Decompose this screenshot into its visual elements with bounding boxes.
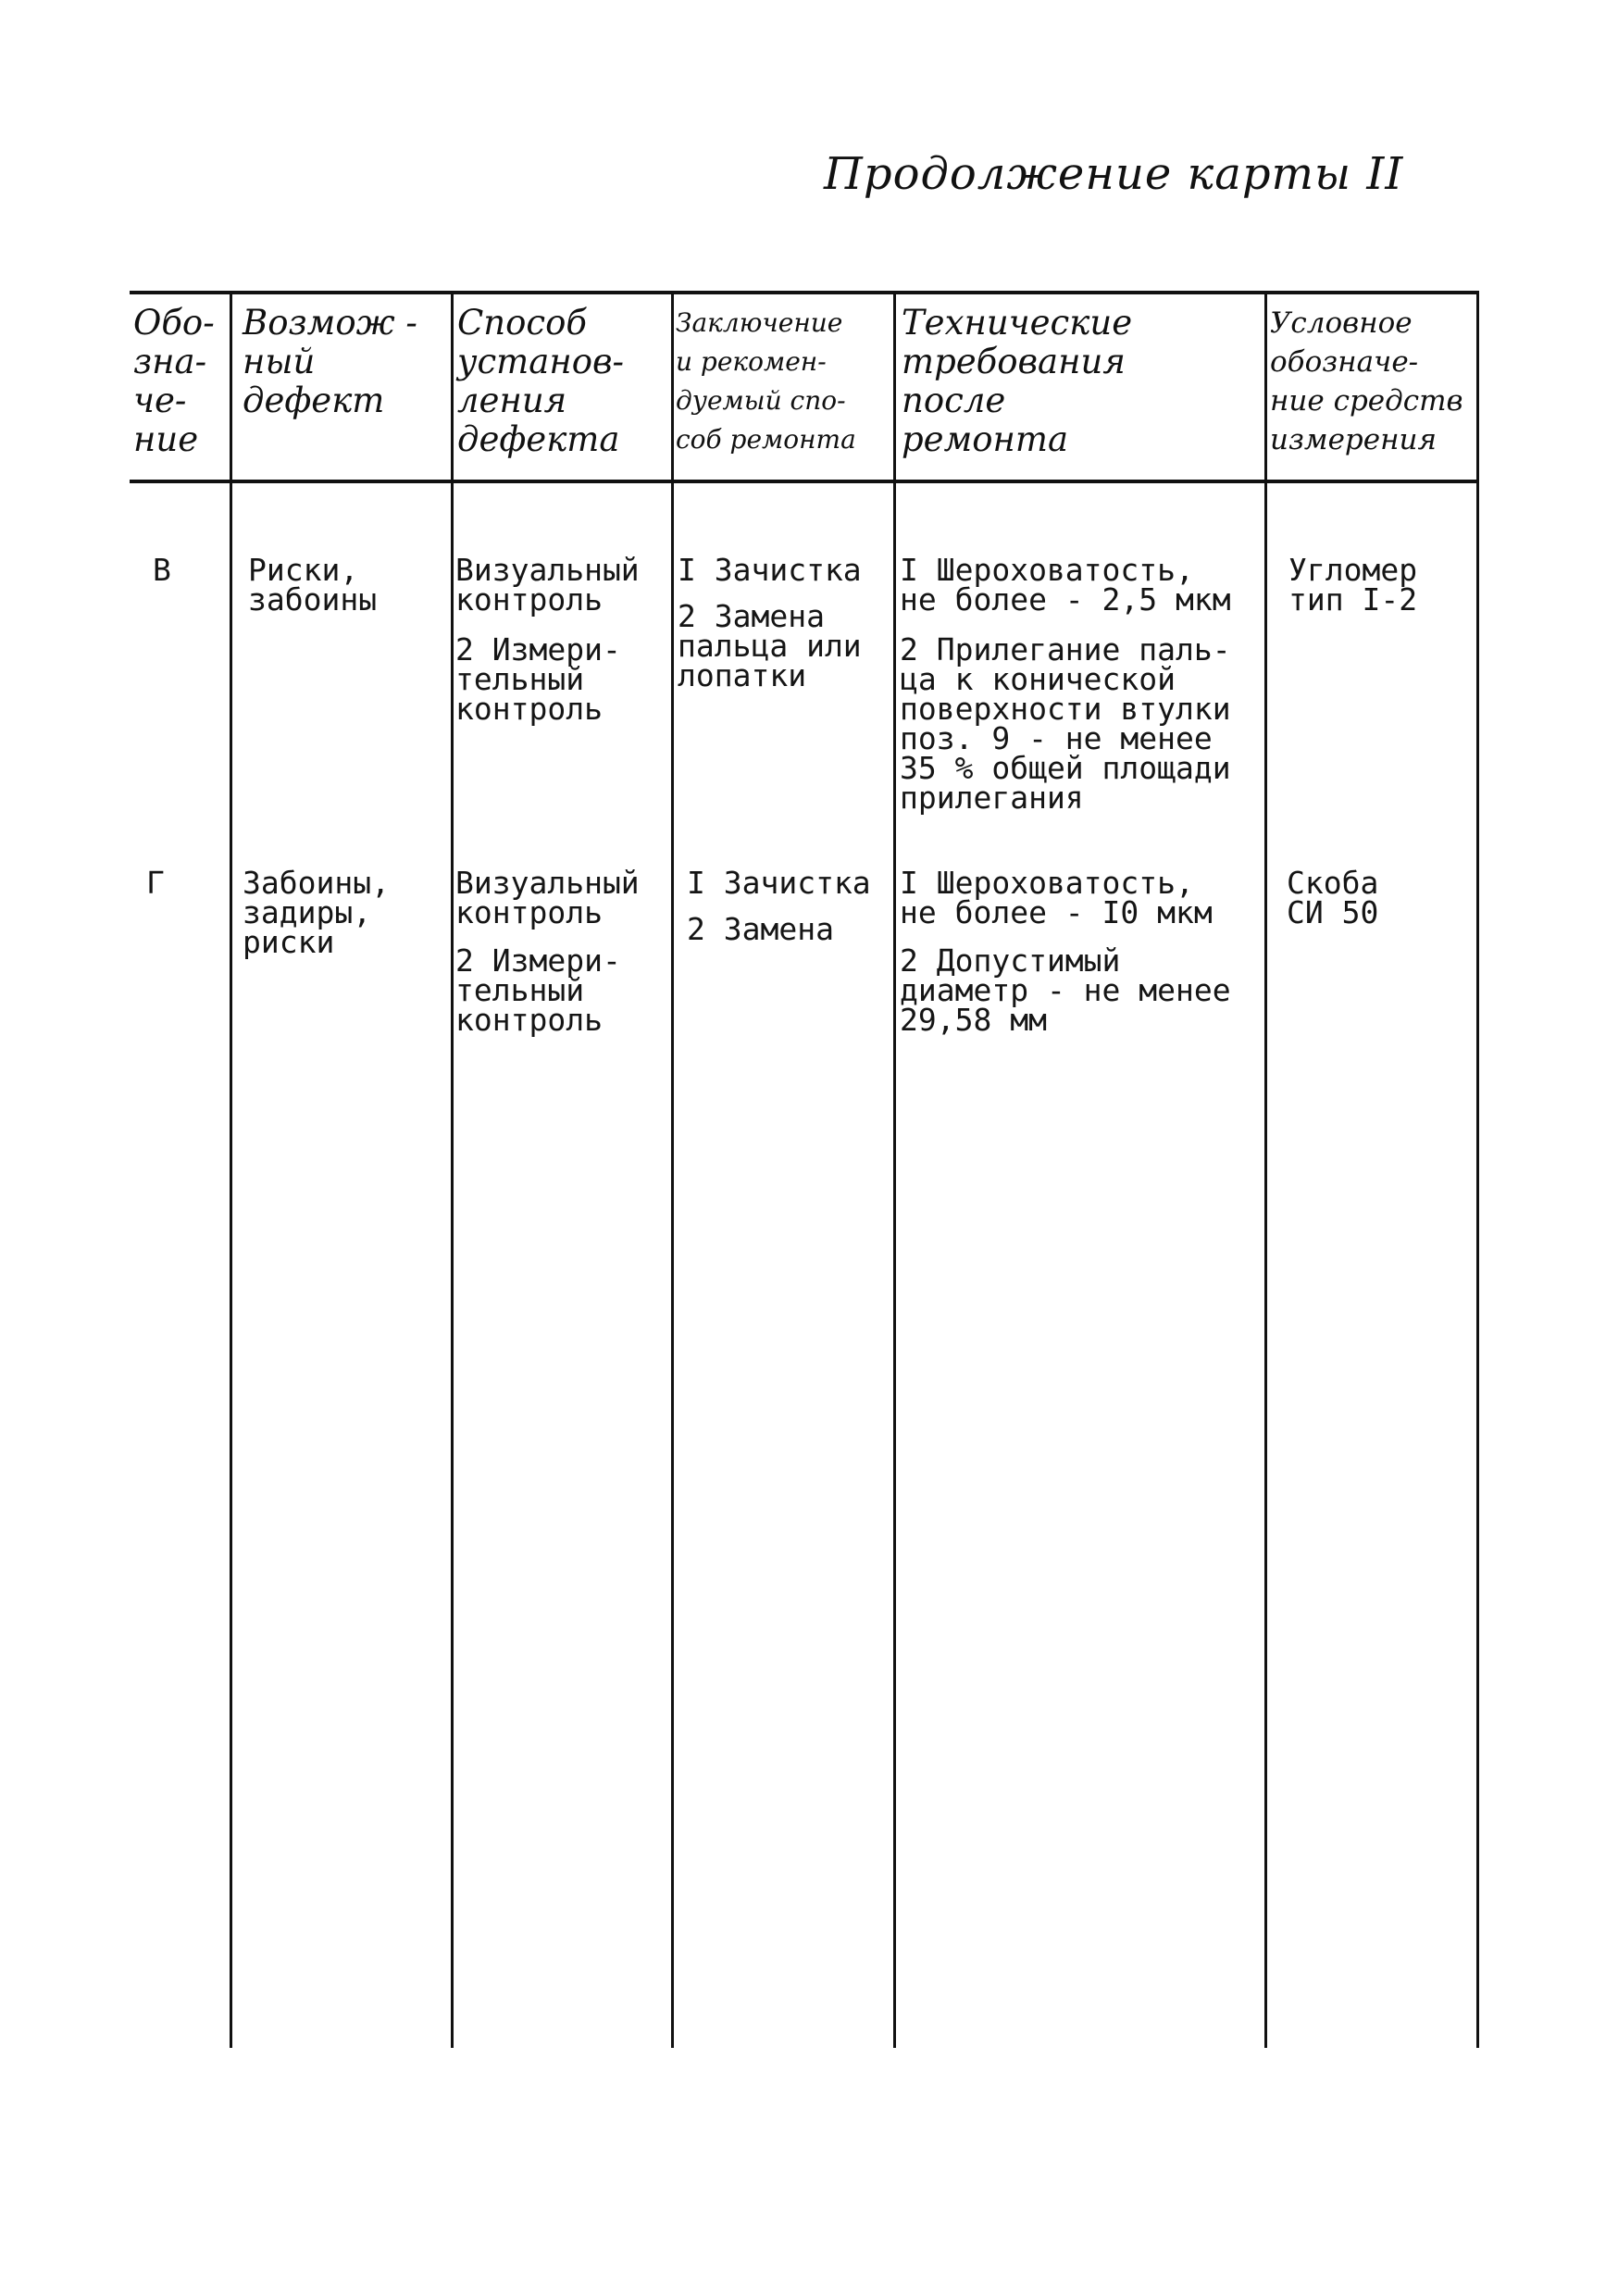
row-conclusion-step: I Зачистка xyxy=(678,552,862,588)
header-bottom-border xyxy=(130,480,1479,483)
header-defect: Возмож - ный дефект xyxy=(243,303,417,420)
row-defect: Забоины, задиры, риски xyxy=(243,865,390,960)
row-conclusion-step: 2 Замена xyxy=(687,911,834,947)
row-requirement: 2 Прилегание паль- ца к конической поверхности втулки поз. 9 - не менее 35 % общей площади прилегания xyxy=(900,631,1231,816)
header-requirements: Технические требования после ремонта xyxy=(902,303,1133,459)
header-instrument: Условное обозначе- ние средств измерения xyxy=(1270,306,1463,456)
column-divider-5 xyxy=(1264,293,1267,2048)
header-conclusion: Заключение и рекомен- дуемый спо- соб ремонта xyxy=(676,307,856,455)
row-method-step: 2 Измери- тельный контроль xyxy=(455,942,621,1038)
row-instrument: Угломер тип I-2 xyxy=(1288,552,1418,618)
header-designation: Обо- зна- че- ние xyxy=(133,303,215,459)
row-designation: Г xyxy=(146,865,165,901)
column-divider-4 xyxy=(893,293,896,2048)
row-method-step: Визуальный контроль xyxy=(455,865,640,930)
row-instrument: Скоба СИ 50 xyxy=(1287,865,1379,930)
row-method-step: 2 Измери- тельный контроль xyxy=(455,631,621,727)
column-divider-3 xyxy=(671,293,674,2048)
page-title: Продолжение карты II xyxy=(824,148,1404,200)
row-method-step: Визуальный контроль xyxy=(455,552,640,618)
row-requirement: I Шероховатость, не более - 2,5 мкм xyxy=(900,552,1231,618)
row-designation: В xyxy=(153,552,171,588)
row-requirement: I Шероховатость, не более - I0 мкм xyxy=(900,865,1213,930)
row-conclusion-step: I Зачистка xyxy=(687,865,871,901)
column-divider-2 xyxy=(451,293,454,2048)
row-defect: Риски, забоины xyxy=(248,552,378,618)
column-divider-1 xyxy=(230,293,232,2048)
table-top-border xyxy=(130,291,1479,294)
row-conclusion-step: 2 Замена пальца или лопатки xyxy=(678,598,862,693)
row-requirement: 2 Допустимый диаметр - не менее 29,58 мм xyxy=(900,942,1231,1038)
table-right-border xyxy=(1476,293,1479,2048)
header-method: Способ установ- ления дефекта xyxy=(457,303,625,459)
